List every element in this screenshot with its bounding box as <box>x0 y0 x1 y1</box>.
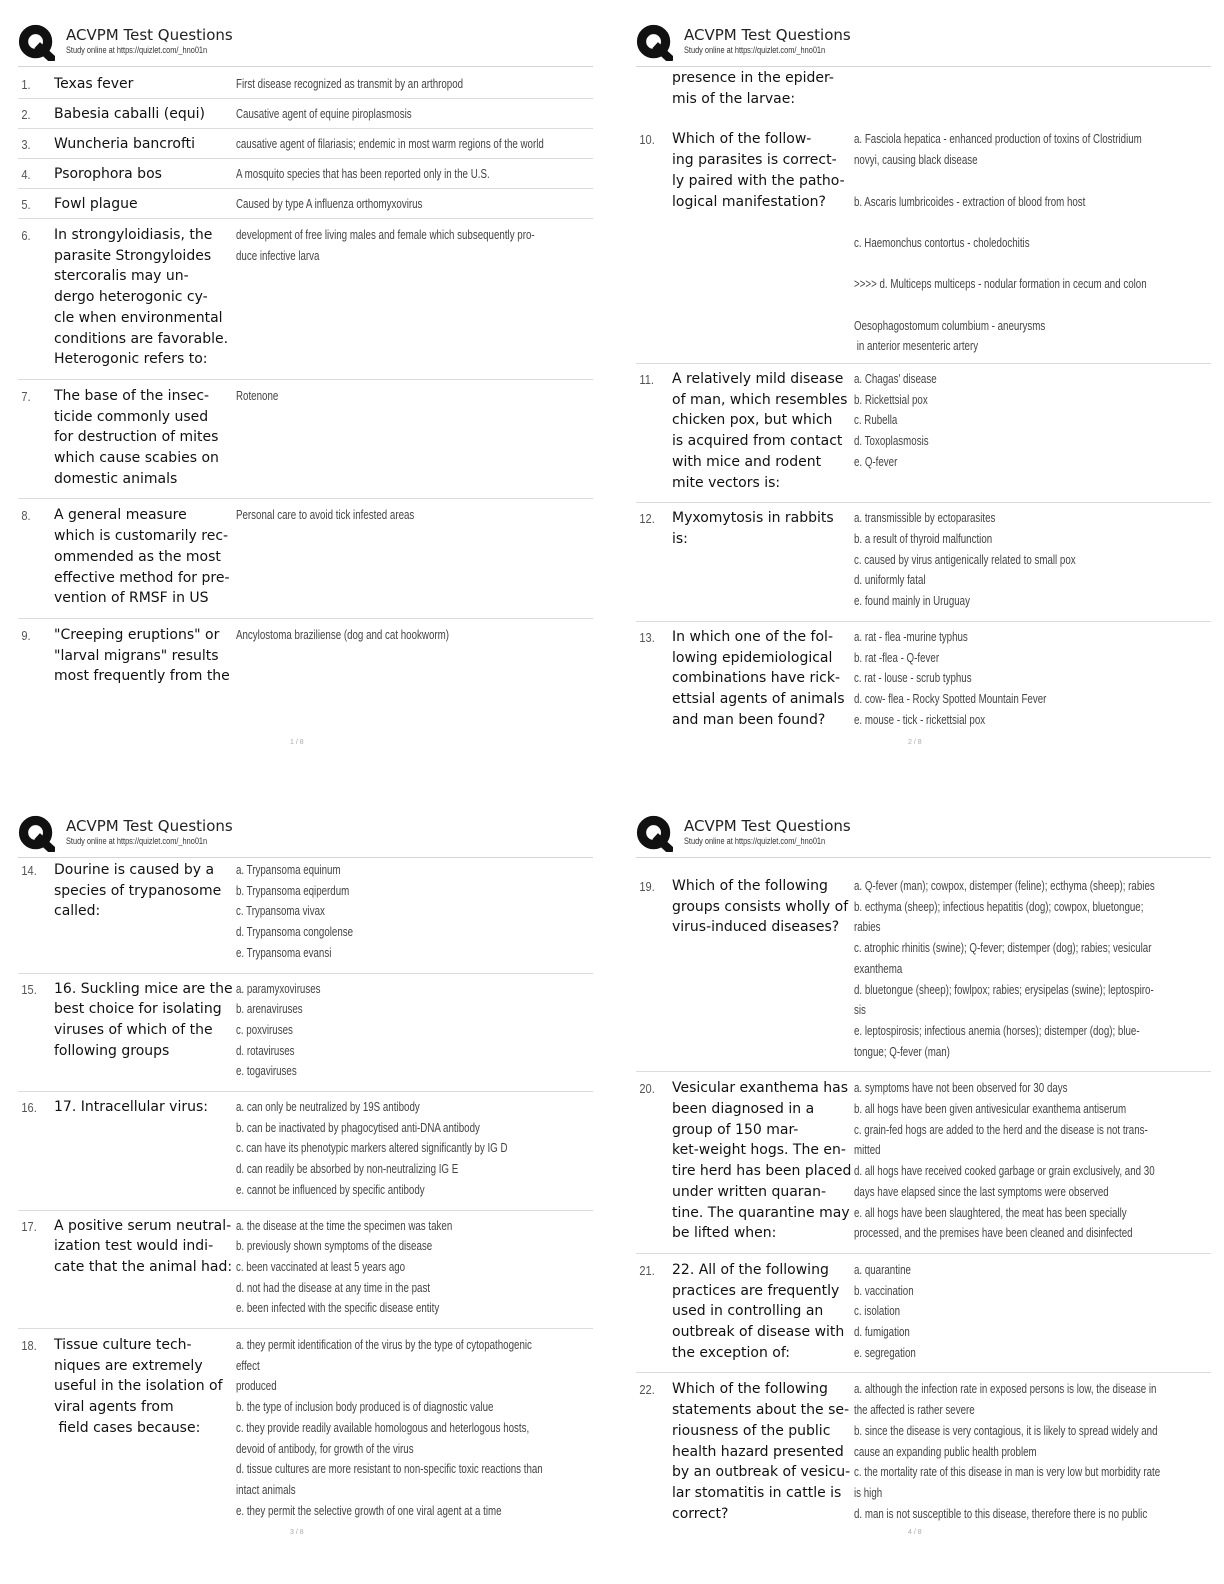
question-number: 8. <box>21 508 31 524</box>
question-line: and man been found? <box>672 711 826 728</box>
answer-line: a. Fasciola hepatica - enhanced production of toxins of Clostridium <box>854 132 1142 147</box>
answer-line: c. Trypansoma vivax <box>236 904 325 919</box>
answer-line: is high <box>854 1485 883 1500</box>
question-text <box>672 1260 854 1364</box>
answer-line: e. togaviruses <box>236 1064 297 1079</box>
question-number <box>636 68 667 109</box>
answer-line: d. fumigation <box>854 1325 910 1340</box>
question-number: 14. <box>21 863 37 878</box>
question-line: statements about the se- <box>672 1402 850 1419</box>
question-line: parasite Strongyloides <box>54 247 212 264</box>
question-line: ettsial agents of animals <box>672 690 845 707</box>
question-line: cate that the animal had: <box>54 1258 233 1275</box>
question-line: niques are extremely <box>54 1357 203 1374</box>
answer-line: c. been vaccinated at least 5 years ago <box>236 1259 406 1274</box>
question-line: Dourine is caused by a <box>54 862 215 878</box>
quizlet-logo-icon <box>636 815 673 852</box>
question-item <box>18 858 593 974</box>
answer-line: c. poxviruses <box>236 1022 293 1037</box>
question-text <box>54 1097 236 1201</box>
answer-line: a. rat - flea -murine typhus <box>854 629 968 644</box>
question-line: Heterogonic refers to: <box>54 351 208 368</box>
question-line: dergo heterogonic cy- <box>54 289 208 306</box>
page-1 <box>18 22 593 746</box>
answer-line: e. they permit the selective growth of one viral agent at a time <box>236 1503 502 1518</box>
question-number: 10. <box>639 132 655 148</box>
question-line: Which of the follow- <box>672 131 812 148</box>
question-number: 20. <box>639 1081 655 1097</box>
answer-line: e. leptospirosis; infectious anemia (horses); distemper (dog); blue- <box>854 1023 1140 1038</box>
answer-line: d. cow- flea - Rocky Spotted Mountain Fever <box>854 691 1047 706</box>
question-item <box>636 503 1211 622</box>
answer-text <box>854 508 1132 612</box>
question-number: 16. <box>21 1100 37 1116</box>
question-number: 19. <box>639 879 655 894</box>
question-line: Psorophora bos <box>54 166 162 182</box>
answer-line: >>>> d. Multiceps multiceps - nodular formation in cecum and colon <box>854 277 1147 292</box>
study-link[interactable]: Study online at https://quizlet.com/_hno01n <box>66 45 208 55</box>
question-number: 21. <box>639 1262 655 1278</box>
answer-line: c. grain-fed hogs are added to the herd and the disease is not trans- <box>854 1122 1148 1137</box>
answer-text <box>236 1097 514 1201</box>
question-line: most frequently from the <box>54 668 230 685</box>
answer-text <box>236 194 514 215</box>
question-item <box>18 99 593 129</box>
question-line: "Creeping eruptions" or <box>54 626 220 643</box>
question-number: 4. <box>21 167 31 182</box>
question-line: Which of the following <box>672 1381 828 1398</box>
answer-text <box>236 979 514 1083</box>
answer-line: a. can only be neutralized by 19S antibody <box>236 1100 420 1115</box>
question-line: group of 150 mar- <box>672 1121 799 1138</box>
answer-line: d. uniformly fatal <box>854 573 926 588</box>
question-item <box>18 499 593 619</box>
question-item <box>18 380 593 500</box>
question-text <box>54 164 236 185</box>
answer-line: d. rotaviruses <box>236 1043 295 1058</box>
question-text <box>672 129 854 357</box>
answer-text <box>236 1216 514 1320</box>
answer-text <box>236 860 514 964</box>
question-text <box>672 508 854 612</box>
answer-line: novyi, causing black disease <box>854 153 978 168</box>
question-line: logical manifestation? <box>672 193 826 210</box>
question-text <box>54 74 236 95</box>
question-line: ly paired with the patho- <box>672 172 845 189</box>
answer-line: a. quarantine <box>854 1262 911 1277</box>
answer-line: c. Rubella <box>854 413 898 428</box>
question-item <box>636 364 1211 503</box>
answer-line: b. all hogs have been given antivesicular exanthema antiserum <box>854 1102 1127 1117</box>
question-number: 13. <box>639 629 655 645</box>
question-line: chicken pox, but which <box>672 412 833 429</box>
question-line: ization test would indi- <box>54 1238 214 1255</box>
question-line: health hazard presented <box>672 1443 844 1460</box>
answer-line: in anterior mesenteric artery <box>854 339 979 354</box>
question-line: practices are frequently <box>672 1282 840 1299</box>
answer-line: Caused by type A influenza orthomyxovirus <box>236 197 423 211</box>
page-header <box>18 22 593 62</box>
question-line: lowing epidemiological <box>672 649 833 666</box>
answer-line: e. all hogs have been slaughtered, the meat has been specially <box>854 1205 1127 1220</box>
question-item <box>18 1329 593 1524</box>
answer-line: c. caused by virus antigenically related to small pox <box>854 552 1076 567</box>
question-text <box>54 1335 236 1521</box>
question-text <box>672 1379 854 1524</box>
quizlet-logo-icon <box>636 24 673 61</box>
question-text <box>54 225 236 370</box>
question-number: 6. <box>21 228 31 243</box>
answer-line: e. been infected with the specific disease entity <box>236 1301 440 1316</box>
question-line: ing parasites is correct- <box>672 152 837 169</box>
answer-line: First disease recognized as transmit by an arthropod <box>236 77 464 91</box>
question-line: groups consists wholly of <box>672 898 849 915</box>
question-item <box>18 619 593 691</box>
question-line: ticide commonly used <box>54 408 209 425</box>
question-text <box>54 134 236 155</box>
question-line: 16. Suckling mice are the <box>54 980 233 997</box>
question-line: A general measure <box>54 507 187 524</box>
question-number: 2. <box>21 107 31 122</box>
question-line: effective method for pre- <box>54 569 230 586</box>
question-line: domestic animals <box>54 470 178 487</box>
answer-line: c. the mortality rate of this disease in man is very low but morbidity rate <box>854 1465 1161 1480</box>
question-line: "larval migrans" results <box>54 647 219 664</box>
question-line: ket-weight hogs. The en- <box>672 1142 846 1159</box>
answer-text <box>854 1260 1132 1364</box>
question-line: vention of RMSF in US <box>54 590 209 607</box>
question-line: riousness of the public <box>672 1422 831 1439</box>
question-number: 5. <box>21 197 31 212</box>
answer-line: duce infective larva <box>236 248 320 263</box>
question-list <box>18 858 593 1524</box>
question-line: Tissue culture tech- <box>54 1337 192 1354</box>
question-line: Texas fever <box>54 76 134 92</box>
question-list <box>18 67 593 691</box>
question-item <box>636 1072 1211 1254</box>
question-item <box>18 1092 593 1211</box>
question-item <box>18 67 593 99</box>
quizlet-logo-icon <box>18 815 55 852</box>
answer-line: produced <box>236 1379 277 1394</box>
answer-line <box>854 171 1147 192</box>
question-text <box>672 68 854 109</box>
document-title: ACVPM Test Questions <box>684 817 851 835</box>
question-line: best choice for isolating <box>54 1001 222 1018</box>
answer-line: exanthema <box>854 961 903 976</box>
question-item <box>636 858 1211 1072</box>
document-title: ACVPM Test Questions <box>66 26 233 44</box>
answer-line: c. atrophic rhinitis (swine); Q-fever; distemper (dog); rabies; vesicular <box>854 941 1152 956</box>
document-title: ACVPM Test Questions <box>66 817 233 835</box>
question-item <box>18 159 593 189</box>
answer-line: e. cannot be influenced by specific antibody <box>236 1182 425 1197</box>
answer-line: d. man is not susceptible to this disease, therefore there is no public <box>854 1506 1148 1521</box>
question-number: 12. <box>639 511 655 527</box>
answer-line: development of free living males and female which subsequently pro- <box>236 228 535 242</box>
question-number: 1. <box>21 77 31 92</box>
question-text <box>672 1078 854 1244</box>
study-link[interactable]: Study online at https://quizlet.com/_hno01n <box>684 45 826 55</box>
question-number: 11. <box>639 372 654 388</box>
question-text <box>54 104 236 125</box>
question-item <box>18 974 593 1093</box>
answer-line: d. can readily be absorbed by non-neutralizing IG E <box>236 1162 459 1177</box>
question-line: A relatively mild disease <box>672 371 844 388</box>
question-line: been diagnosed in a <box>672 1101 815 1118</box>
page-number: 3 / 8 <box>290 1529 304 1536</box>
answer-line: a. they permit identification of the virus by the type of cytopathogenic <box>236 1338 532 1353</box>
question-line: called: <box>54 903 101 920</box>
page-4 <box>636 813 1211 1536</box>
question-line: presence in the epider- <box>672 70 834 86</box>
question-line: under written quaran- <box>672 1183 827 1200</box>
answer-text <box>854 876 1155 1062</box>
answer-text <box>236 225 535 370</box>
answer-text <box>854 1379 1160 1524</box>
answer-text <box>854 627 1132 731</box>
question-number: 15. <box>21 981 37 997</box>
answer-line: b. ecthyma (sheep); infectious hepatitis (dog); cowpox, bluetongue; <box>854 899 1144 914</box>
answer-line: e. found mainly in Uruguay <box>854 594 970 609</box>
answer-line: d. Trypansoma congolense <box>236 925 354 940</box>
study-link[interactable]: Study online at https://quizlet.com/_hno01n <box>66 836 208 846</box>
question-line: Fowl plague <box>54 196 138 212</box>
question-item <box>636 1254 1211 1374</box>
answer-line: d. Toxoplasmosis <box>854 434 929 449</box>
answer-line: a. Trypansoma equinum <box>236 863 341 877</box>
answer-line: b. previously shown symptoms of the disease <box>236 1239 433 1254</box>
question-line: useful in the isolation of <box>54 1378 223 1395</box>
answer-line: a. the disease at the time the specimen was taken <box>236 1218 453 1233</box>
answer-line: Causative agent of equine piroplasmosis <box>236 107 412 121</box>
question-number: 7. <box>21 388 31 404</box>
answer-line: A mosquito species that has been reported only in the U.S. <box>236 167 490 181</box>
question-number: 22. <box>639 1382 655 1398</box>
question-text <box>672 627 854 731</box>
answer-line: cause an expanding public health problem <box>854 1444 1037 1459</box>
answer-line: Ancylostoma braziliense (dog and cat hookworm) <box>236 627 449 642</box>
answer-line: e. mouse - tick - rickettsial pox <box>854 712 986 727</box>
question-line: is acquired from contact <box>672 433 843 450</box>
answer-text <box>236 74 514 95</box>
question-line: virus-induced diseases? <box>672 919 840 936</box>
answer-line: e. Q-fever <box>854 454 898 469</box>
answer-text <box>236 164 514 185</box>
answer-line: b. arenaviruses <box>236 1002 303 1017</box>
question-line: for destruction of mites <box>54 429 219 446</box>
question-line: viral agents from <box>54 1399 174 1416</box>
page-header <box>636 813 1211 853</box>
answer-text <box>854 369 1132 493</box>
question-line: is: <box>672 531 688 547</box>
question-text <box>54 194 236 215</box>
page-header <box>18 813 593 853</box>
answer-line: b. since the disease is very contagious, it is likely to spread widely and <box>854 1423 1158 1438</box>
answer-line: a. transmissible by ectoparasites <box>854 511 996 526</box>
answer-line: d. not had the disease at any time in the past <box>236 1280 431 1295</box>
answer-line: processed, and the premises have been cleaned and disinfected <box>854 1226 1133 1241</box>
answer-line: the affected is rather severe <box>854 1403 975 1418</box>
answer-line <box>854 254 1147 275</box>
question-line: lar stomatitis in cattle is <box>672 1484 842 1501</box>
answer-line: b. a result of thyroid malfunction <box>854 532 993 546</box>
answer-line: a. Chagas' disease <box>854 372 937 387</box>
answer-line: effect <box>236 1358 260 1373</box>
question-line: combinations have rick- <box>672 670 840 687</box>
question-text <box>54 505 236 609</box>
answer-line <box>854 295 1147 316</box>
question-line: of man, which resembles <box>672 391 848 408</box>
page-number: 2 / 8 <box>908 739 922 746</box>
question-line: 22. All of the following <box>672 1261 829 1278</box>
page-number: 4 / 8 <box>908 1529 922 1536</box>
question-line: ommended as the most <box>54 548 221 565</box>
question-line: the exception of: <box>672 1344 791 1361</box>
question-line: Wuncheria bancrofti <box>54 136 196 152</box>
question-text <box>672 876 854 1062</box>
answer-text <box>236 505 514 609</box>
document-title: ACVPM Test Questions <box>684 26 851 44</box>
answer-line: a. paramyxoviruses <box>236 981 321 996</box>
answer-line: c. can have its phenotypic markers altered significantly by IG D <box>236 1141 508 1156</box>
quizlet-logo-icon <box>18 24 55 61</box>
question-line: mite vectors is: <box>672 474 781 491</box>
answer-line: c. Haemonchus contortus - choledochitis <box>854 235 1030 250</box>
question-line: Babesia caballi (equi) <box>54 106 205 122</box>
question-text <box>54 1216 236 1320</box>
answer-line <box>854 212 1147 233</box>
answer-line: a. Q-fever (man); cowpox, distemper (feline); ecthyma (sheep); rabies <box>854 879 1155 893</box>
answer-line: mitted <box>854 1143 881 1158</box>
page-2 <box>636 22 1211 746</box>
answer-line: Rotenone <box>236 388 279 403</box>
question-line: In strongyloidiasis, the <box>54 227 213 243</box>
page-3 <box>18 813 593 1536</box>
answer-line: c. isolation <box>854 1304 901 1319</box>
answer-text <box>854 129 1147 357</box>
answer-line: d. tissue cultures are more resistant to non-specific toxic reactions than <box>236 1462 543 1477</box>
page-number: 1 / 8 <box>290 739 304 746</box>
question-text <box>54 979 236 1083</box>
question-line: following groups <box>54 1042 170 1059</box>
question-item <box>636 622 1211 740</box>
question-line: Which of the following <box>672 878 828 894</box>
question-item <box>18 1211 593 1330</box>
answer-line: c. rat - louse - scrub typhus <box>854 671 972 686</box>
question-line: A positive serum neutral- <box>54 1217 232 1234</box>
question-line: cle when environmental <box>54 309 223 326</box>
question-item <box>18 189 593 219</box>
continued-question <box>636 67 1211 115</box>
answer-line: b. can be inactivated by phagocytised anti-DNA antibody <box>236 1120 480 1135</box>
question-line: by an outbreak of vesicu- <box>672 1464 851 1481</box>
question-text <box>54 386 236 490</box>
study-link[interactable]: Study online at https://quizlet.com/_hno01n <box>684 836 826 846</box>
question-item <box>636 115 1211 364</box>
question-line: be lifted when: <box>672 1225 777 1242</box>
answer-text <box>236 134 544 155</box>
question-line: In which one of the fol- <box>672 628 833 645</box>
question-number: 17. <box>21 1218 37 1234</box>
answer-line: days have elapsed since the last symptoms were observed <box>854 1184 1109 1199</box>
question-line: Myxomytosis in rabbits <box>672 510 834 527</box>
question-list <box>636 67 1211 739</box>
question-item <box>18 129 593 159</box>
answer-line: Oesophagostomum columbium - aneurysms <box>854 318 1046 333</box>
answer-line: c. they provide readily available homologous and heterlogous hosts, <box>236 1420 530 1435</box>
question-item <box>18 219 593 380</box>
answer-text <box>236 1335 543 1521</box>
answer-line: sis <box>854 1003 866 1018</box>
question-line: The base of the insec- <box>54 387 210 404</box>
answer-text <box>236 386 514 490</box>
answer-text <box>854 1078 1155 1244</box>
answer-line: e. Trypansoma evansi <box>236 945 332 960</box>
answer-line: b. Rickettsial pox <box>854 392 928 407</box>
question-line: tine. The quarantine may <box>672 1204 850 1221</box>
answer-line: rabies <box>854 920 881 935</box>
answer-line: tongue; Q-fever (man) <box>854 1044 950 1059</box>
answer-line: d. all hogs have received cooked garbage or grain exclusively, and 30 <box>854 1164 1155 1179</box>
question-line: outbreak of disease with <box>672 1324 845 1341</box>
question-line: field cases because: <box>54 1419 201 1436</box>
question-line: correct? <box>672 1505 729 1522</box>
answer-line: b. Ascaris lumbricoides - extraction of blood from host <box>854 194 1086 209</box>
question-number: 9. <box>21 627 31 643</box>
question-line: which is customarily rec- <box>54 528 229 545</box>
question-list <box>636 858 1211 1527</box>
answer-line: d. bluetongue (sheep); fowlpox; rabies; erysipelas (swine); leptospiro- <box>854 982 1154 997</box>
question-line: used in controlling an <box>672 1303 824 1320</box>
answer-line: devoid of antibody, for growth of the virus <box>236 1441 414 1456</box>
question-line: tire herd has been placed <box>672 1163 852 1180</box>
page-header <box>636 22 1211 62</box>
question-line: with mice and rodent <box>672 453 822 470</box>
answer-line: causative agent of filariasis; endemic in most warm regions of the world <box>236 137 544 151</box>
answer-line: a. symptoms have not been observed for 30 days <box>854 1081 1068 1096</box>
answer-line: b. the type of inclusion body produced is of diagnostic value <box>236 1400 494 1415</box>
question-text <box>54 860 236 964</box>
question-line: Vesicular exanthema has <box>672 1080 849 1097</box>
question-line: stercoralis may un- <box>54 268 189 285</box>
question-line: viruses of which of the <box>54 1021 213 1038</box>
question-line: species of trypanosome <box>54 882 222 899</box>
answer-line: intact animals <box>236 1482 296 1497</box>
answer-line: Personal care to avoid tick infested areas <box>236 508 415 523</box>
question-text <box>672 369 854 493</box>
answer-text <box>236 625 514 687</box>
answer-line: e. segregation <box>854 1345 916 1360</box>
answer-line: b. rat -flea - Q-fever <box>854 650 940 665</box>
question-text <box>54 625 236 687</box>
answer-line: b. vaccination <box>854 1283 914 1298</box>
question-item <box>636 1373 1211 1527</box>
question-line: conditions are favorable. <box>54 330 229 347</box>
question-line: 17. Intracellular virus: <box>54 1099 208 1116</box>
answer-line: a. although the infection rate in exposed persons is low, the disease in <box>854 1382 1157 1397</box>
question-line: which cause scabies on <box>54 450 219 467</box>
question-number: 3. <box>21 137 31 152</box>
question-line: mis of the larvae: <box>672 90 796 107</box>
answer-line: b. Trypansoma eqiperdum <box>236 883 350 898</box>
answer-text <box>236 104 514 125</box>
question-number: 18. <box>21 1338 37 1354</box>
